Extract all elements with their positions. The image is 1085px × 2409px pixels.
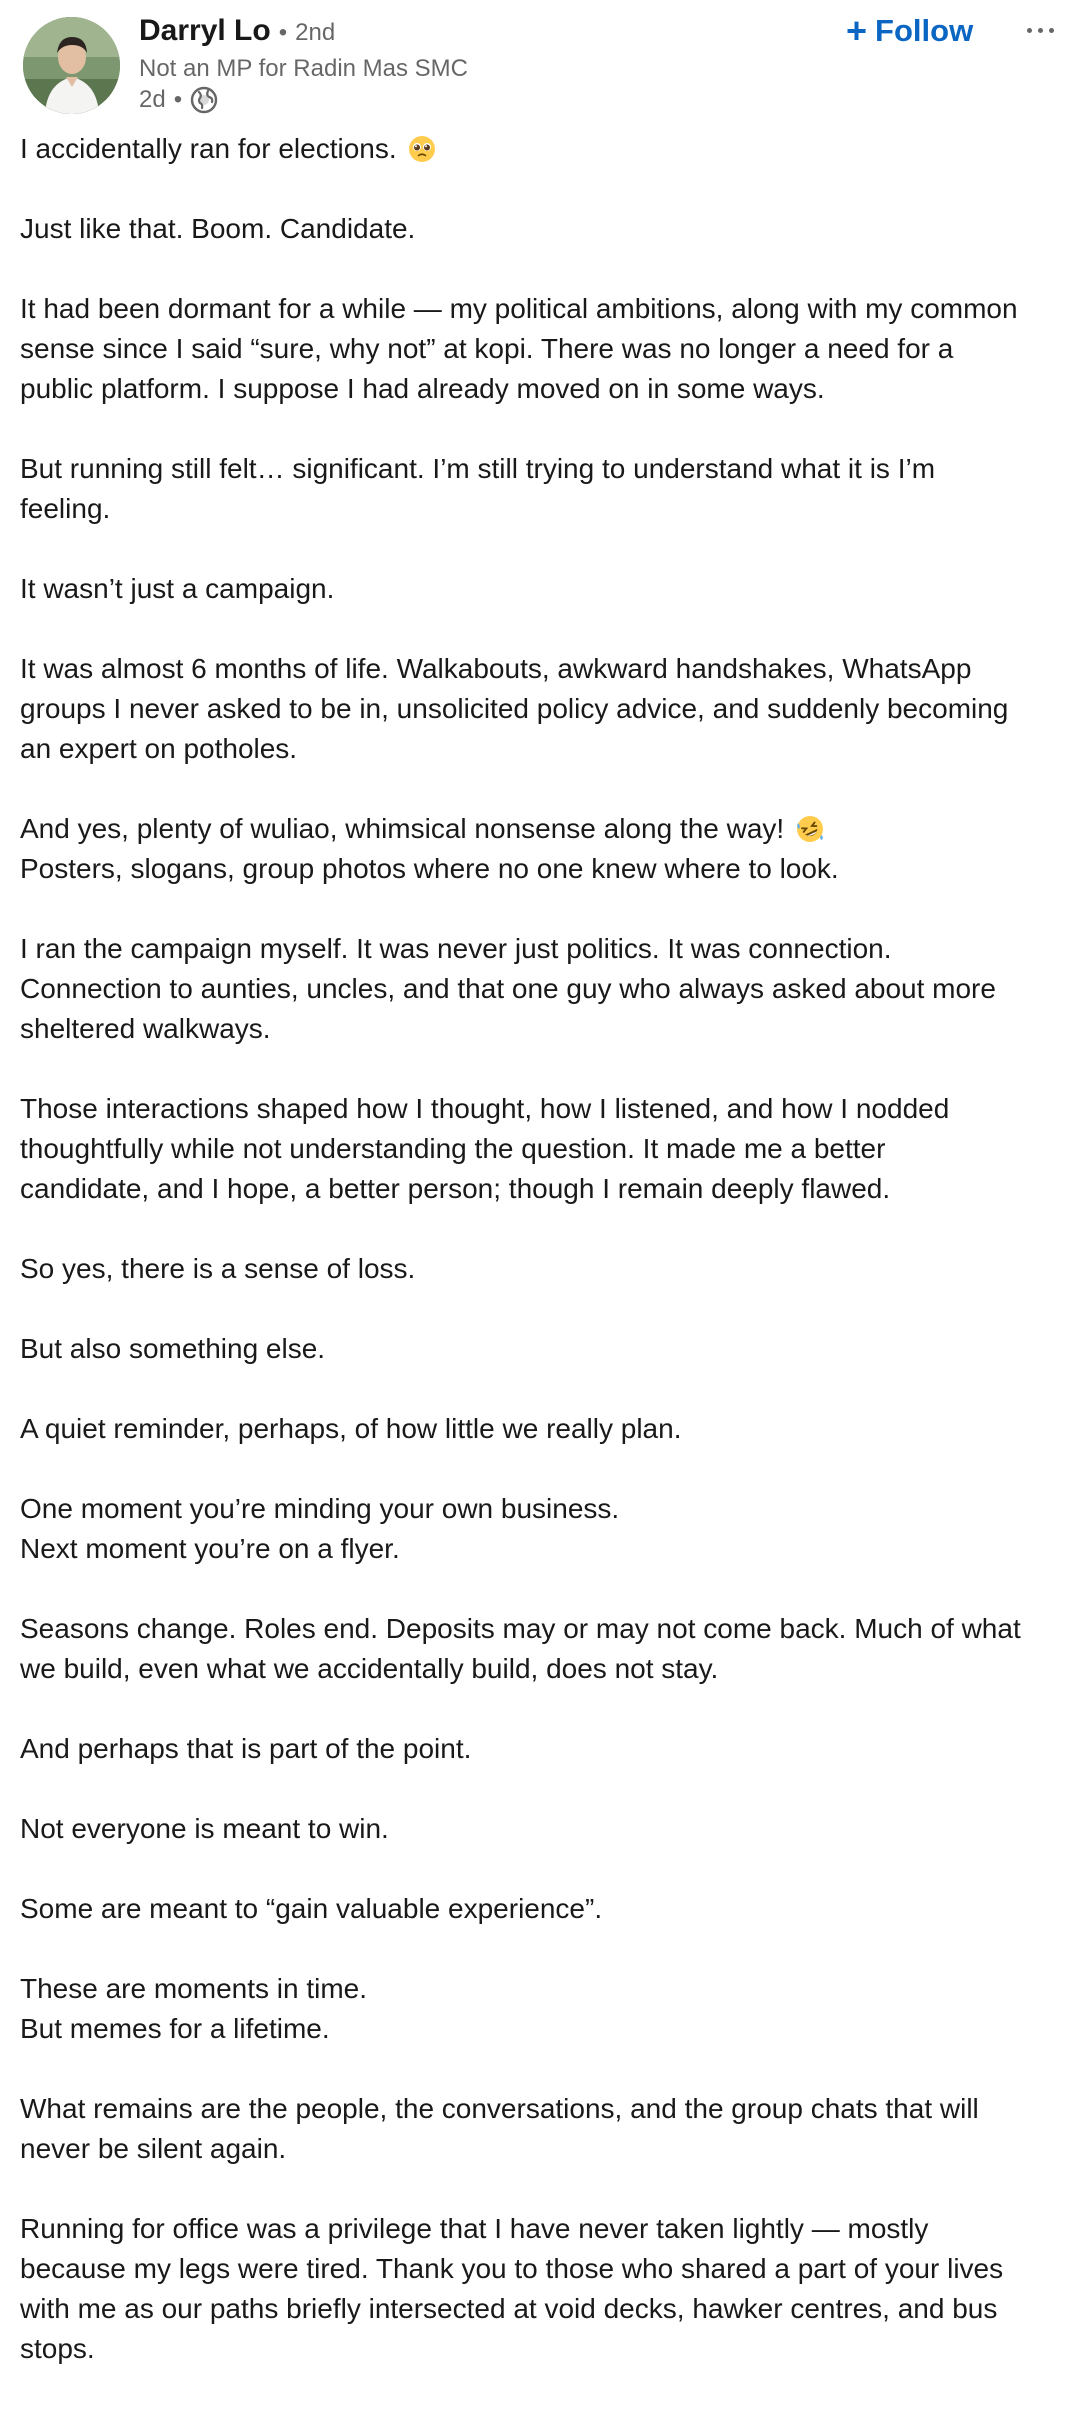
- post-paragraph: [20, 209, 1065, 249]
- post-paragraph: [20, 1329, 1065, 1369]
- post-text-line: [20, 849, 1065, 889]
- author-name[interactable]: Darryl Lo: [139, 14, 271, 47]
- line-text: It had been dormant for a while — my political ambitions, along with my common: [20, 293, 1018, 324]
- globe-icon: [190, 86, 218, 114]
- post-text-line: [20, 2009, 1065, 2049]
- connection-degree: 2nd: [295, 19, 336, 46]
- post-paragraph: [20, 1729, 1065, 1769]
- post-text-line: [20, 1969, 1065, 2009]
- post-text-line: [20, 209, 1065, 249]
- post-text-line: [20, 1169, 1065, 1209]
- post-text-line: [20, 2129, 1065, 2169]
- line-text: I ran the campaign myself. It was never just politics. It was connection.: [20, 933, 892, 964]
- more-options-button[interactable]: [1018, 12, 1062, 48]
- avatar-photo: [23, 17, 120, 114]
- line-text: Not everyone is meant to win.: [20, 1813, 389, 1844]
- post-text-line: [20, 1889, 1065, 1929]
- line-text: candidate, and I hope, a better person; though I remain deeply flawed.: [20, 1173, 891, 1204]
- post-text-line: [20, 1529, 1065, 1569]
- post-timestamp: 2d: [139, 86, 166, 113]
- line-text: These are moments in time.: [20, 1973, 368, 2004]
- follow-button[interactable]: [846, 10, 973, 52]
- post-paragraph: [20, 129, 1065, 169]
- line-text: sheltered walkways.: [20, 1013, 271, 1044]
- author-line: [139, 14, 335, 48]
- post-paragraph: [20, 1889, 1065, 1929]
- post-paragraph: [20, 1609, 1065, 1689]
- line-text: But memes for a lifetime.: [20, 2013, 330, 2044]
- post-text-line: [20, 1489, 1065, 1529]
- post-text-line: [20, 489, 1065, 529]
- post-text-line: [20, 129, 1065, 169]
- line-text: And perhaps that is part of the point.: [20, 1733, 472, 1764]
- line-text: But also something else.: [20, 1333, 326, 1364]
- post-text-line: [20, 449, 1065, 489]
- post-paragraph: [20, 1809, 1065, 1849]
- post-meta: [139, 86, 218, 114]
- post-paragraph: [20, 1489, 1065, 1569]
- author-headline: Not an MP for Radin Mas SMC: [139, 55, 469, 82]
- line-text: an expert on potholes.: [20, 733, 298, 764]
- post-text-line: [20, 1409, 1065, 1449]
- line-text: A quiet reminder, perhaps, of how little we really plan.: [20, 1413, 682, 1444]
- line-text: One moment you’re minding your own business.: [20, 1493, 620, 1524]
- line-text: What remains are the people, the conversations, and the group chats that will: [20, 2093, 979, 2124]
- line-text: feeling.: [20, 493, 111, 524]
- post-text-line: [20, 969, 1065, 1009]
- line-text: Seasons change. Roles end. Deposits may or may not come back. Much of what: [20, 1613, 1021, 1644]
- post-paragraph: [20, 2089, 1065, 2169]
- post-paragraph: [20, 449, 1065, 529]
- line-text: Some are meant to “gain valuable experience”.: [20, 1893, 603, 1924]
- line-text: But running still felt… significant. I’m still trying to understand what it is I’m: [20, 453, 936, 484]
- line-text: Posters, slogans, group photos where no one knew where to look.: [20, 853, 839, 884]
- post-text-line: [20, 1329, 1065, 1369]
- rofl-emoji: [796, 814, 824, 842]
- line-text: Those interactions shaped how I thought, how I listened, and how I nodded: [20, 1093, 950, 1124]
- post-paragraph: [20, 289, 1065, 409]
- line-text: And yes, plenty of wuliao, whimsical nonsense along the way!: [20, 813, 785, 844]
- post-text-line: [20, 1089, 1065, 1129]
- post-text-line: [20, 2089, 1065, 2129]
- line-text: with me as our paths briefly intersected at void decks, hawker centres, and bus: [20, 2293, 998, 2324]
- line-text: groups I never asked to be in, unsolicited policy advice, and suddenly becoming: [20, 693, 1009, 724]
- post-text-line: [20, 689, 1065, 729]
- post-text-line: [20, 1009, 1065, 1049]
- line-text: It wasn’t just a campaign.: [20, 573, 335, 604]
- post-text-line: [20, 2249, 1065, 2289]
- line-text: never be silent again.: [20, 2133, 287, 2164]
- post-text-line: [20, 2329, 1065, 2369]
- post-text: [20, 129, 1065, 2409]
- post-paragraph: [20, 1089, 1065, 1209]
- separator-dot: •: [173, 86, 183, 113]
- separator-dot: •: [278, 19, 288, 46]
- post-paragraph: [20, 569, 1065, 609]
- post-text-line: [20, 2209, 1065, 2249]
- line-text: So yes, there is a sense of loss.: [20, 1253, 416, 1284]
- post-text-line: [20, 809, 1065, 849]
- line-text: It was almost 6 months of life. Walkabouts, awkward handshakes, WhatsApp: [20, 653, 972, 684]
- line-text: we build, even what we accidentally build, does not stay.: [20, 1653, 719, 1684]
- post-paragraph: [20, 809, 1065, 889]
- plus-icon: +: [846, 10, 868, 51]
- avatar[interactable]: [23, 17, 120, 114]
- pleading-face-emoji: [408, 134, 436, 162]
- post-header: [0, 0, 1085, 130]
- post-paragraph: [20, 929, 1065, 1049]
- post-text-line: [20, 1809, 1065, 1849]
- line-text: because my legs were tired. Thank you to those who shared a part of your lives: [20, 2253, 1004, 2284]
- post-text-line: [20, 1129, 1065, 1169]
- line-text: public platform. I suppose I had already moved on in some ways.: [20, 373, 825, 404]
- post-text-line: [20, 729, 1065, 769]
- post-paragraph: [20, 649, 1065, 769]
- post-text-line: [20, 369, 1065, 409]
- line-text: Next moment you’re on a flyer.: [20, 1533, 400, 1564]
- line-text: stops.: [20, 2333, 95, 2364]
- post-text-line: [20, 569, 1065, 609]
- post-text-line: [20, 329, 1065, 369]
- line-text: Connection to aunties, uncles, and that one guy who always asked about more: [20, 973, 996, 1004]
- line-text: Just like that. Boom. Candidate.: [20, 213, 416, 244]
- line-text: thoughtfully while not understanding the question. It made me a better: [20, 1133, 886, 1164]
- post-text-line: [20, 2289, 1065, 2329]
- post-text-line: [20, 649, 1065, 689]
- post-text-line: [20, 1649, 1065, 1689]
- line-text: Running for office was a privilege that I have never taken lightly — mostly: [20, 2213, 929, 2244]
- post-text-line: [20, 1609, 1065, 1649]
- post-text-line: [20, 1729, 1065, 1769]
- post-text-line: [20, 929, 1065, 969]
- post-paragraph: [20, 2209, 1065, 2369]
- line-text: I accidentally ran for elections.: [20, 133, 397, 164]
- more-icon: [1027, 28, 1054, 33]
- line-text: sense since I said “sure, why not” at kopi. There was no longer a need for a: [20, 333, 954, 364]
- post-paragraph: [20, 1969, 1065, 2049]
- follow-label: Follow: [875, 13, 974, 48]
- post-text-line: [20, 289, 1065, 329]
- post-text-line: [20, 1249, 1065, 1289]
- post-paragraph: [20, 1409, 1065, 1449]
- post-paragraph: [20, 1249, 1065, 1289]
